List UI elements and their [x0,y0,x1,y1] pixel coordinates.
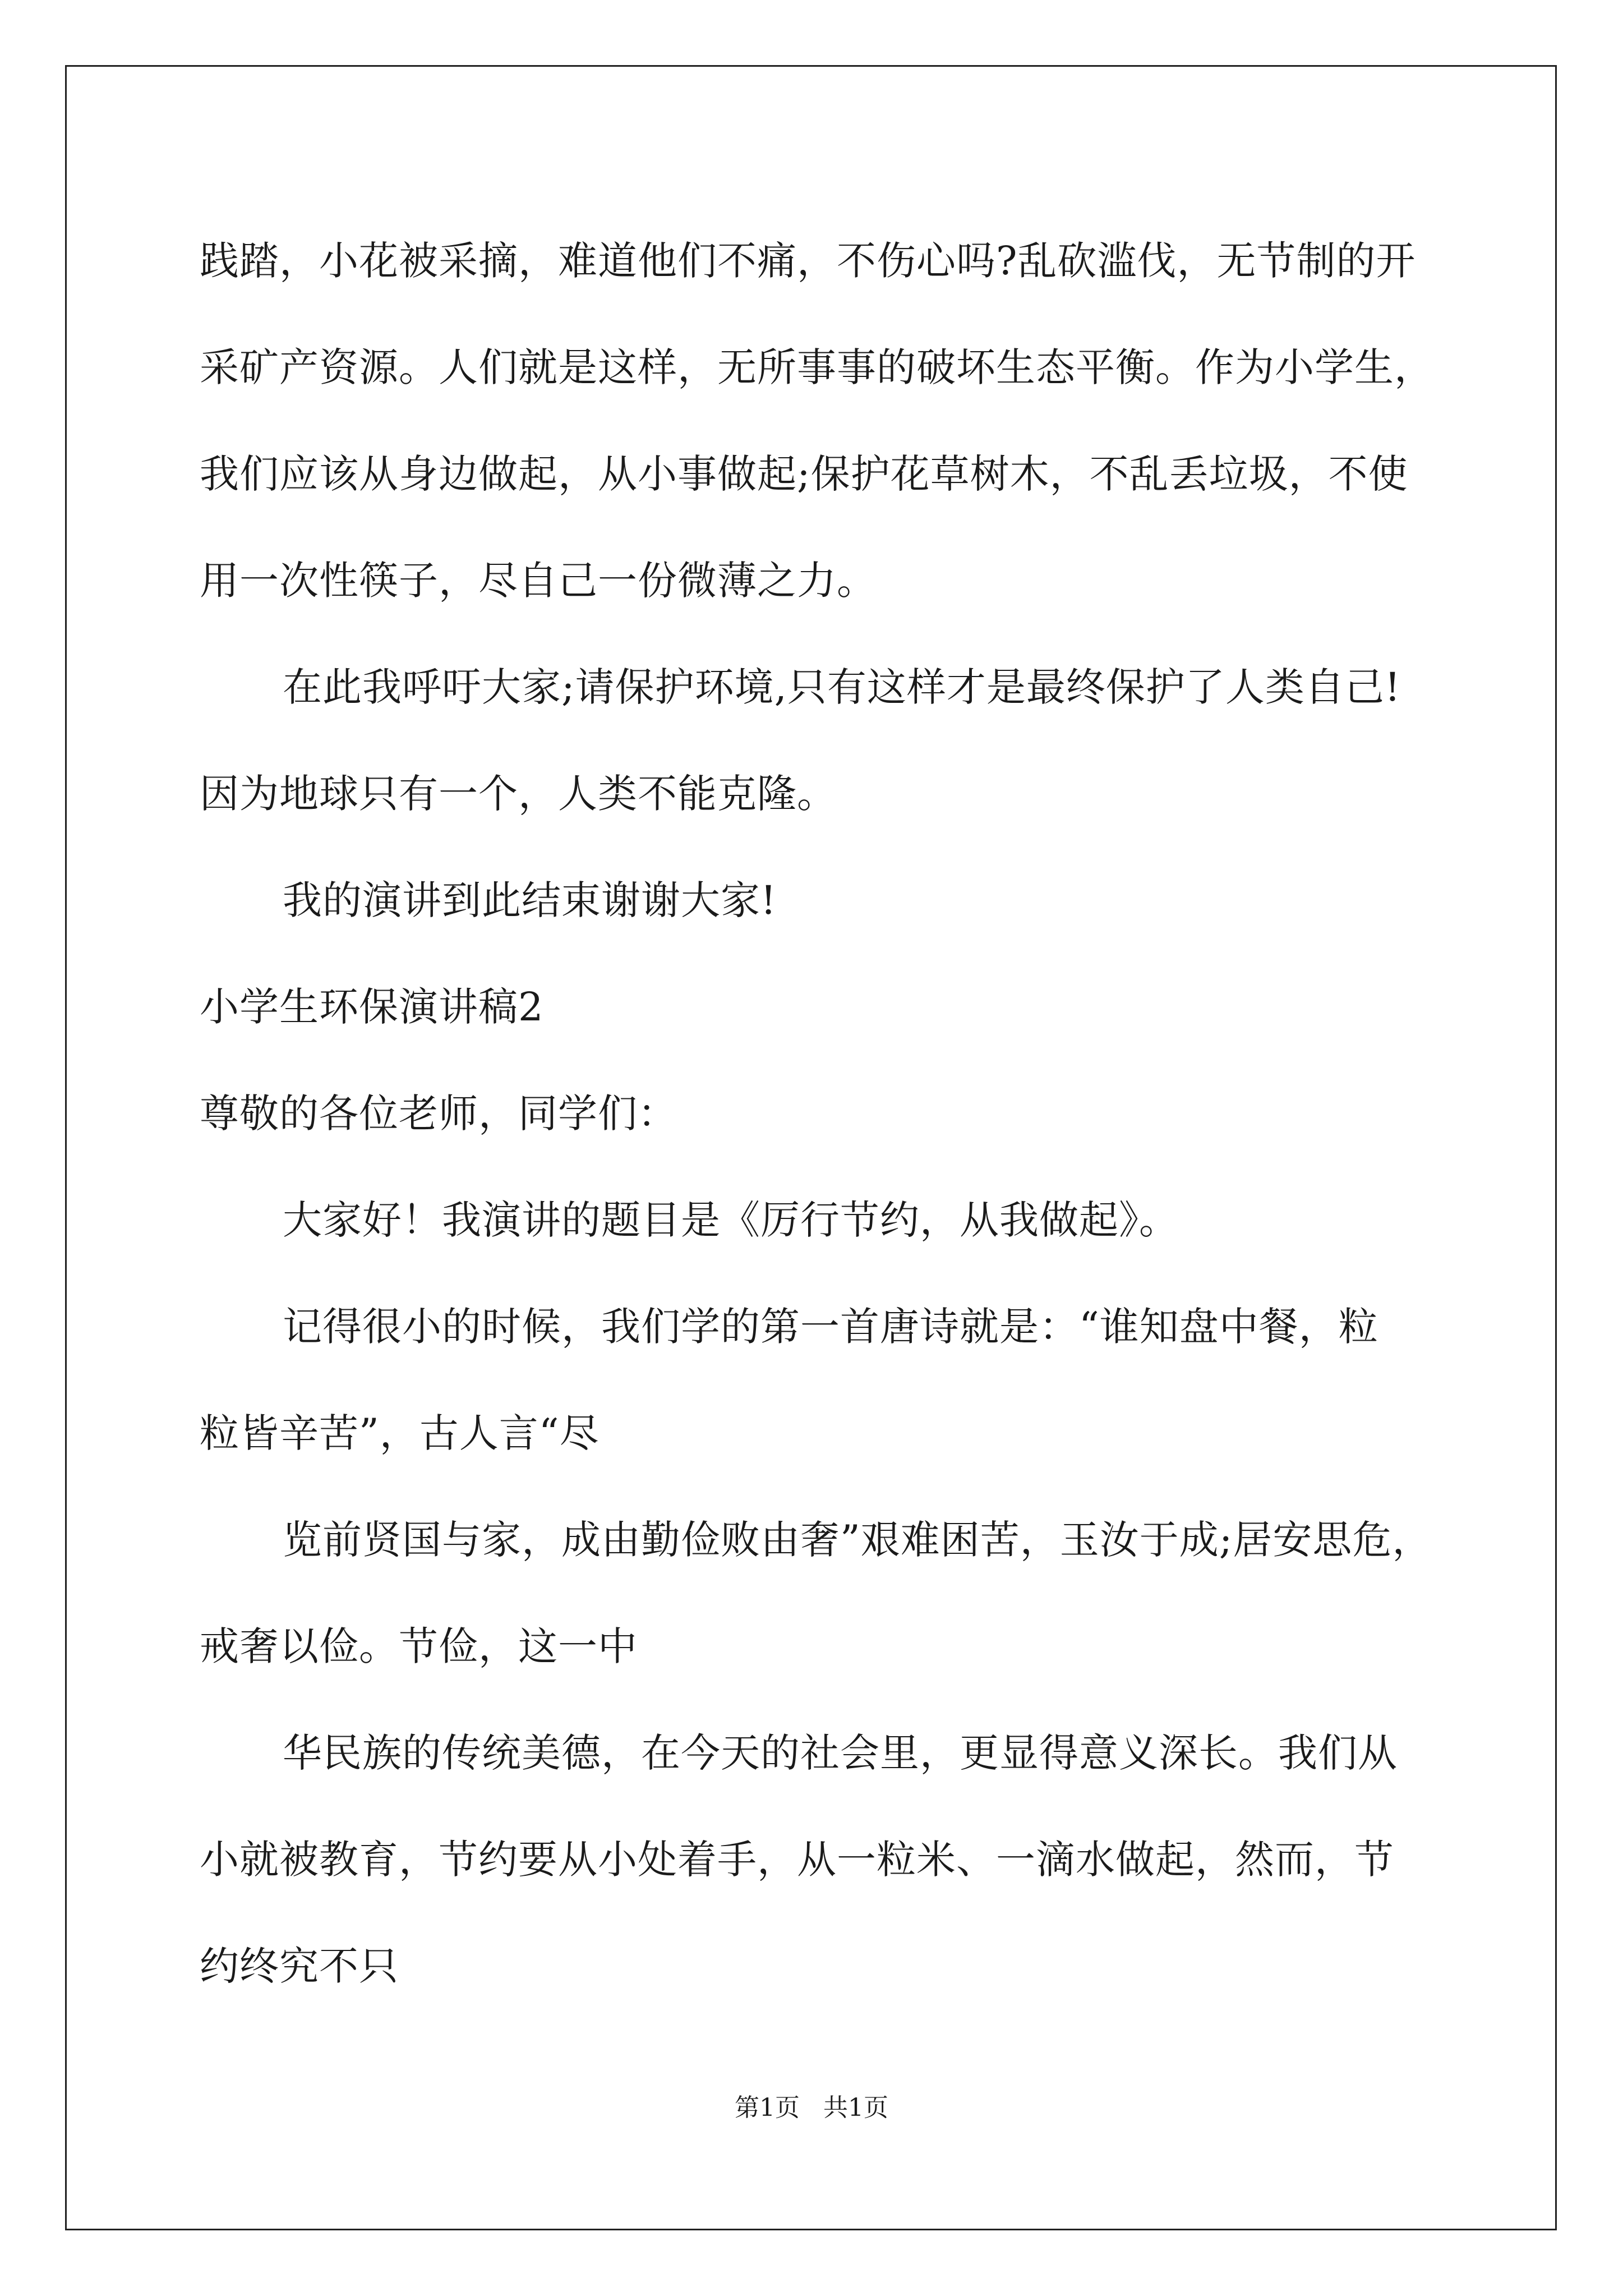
document-body [200,208,1433,2019]
text-line: 在此我呼吁大家;请保护环境,只有这样才是最终保护了人类自己! [283,664,1401,710]
text-line: 记得很小的时候，我们学的第一首唐诗就是：“谁知盘中餐，粒 [283,1304,1378,1350]
text-line: 采矿产资源。人们就是这样，无所事事的破坏生态平衡。作为小学生， [200,344,1434,390]
text-line: 用一次性筷子，尽自己一份微薄之力。 [200,558,877,604]
text-line: 践踏，小花被采摘，难道他们不痛，不伤心吗?乱砍滥伐，无节制的开 [200,238,1416,284]
section-title: 小学生环保演讲稿2 [200,984,544,1030]
text-line: 因为地球只有一个，人类不能克隆。 [200,771,837,817]
page-number-footer: 第1页 共1页 [735,2093,888,2122]
salutation: 尊敬的各位老师，同学们： [200,1091,677,1137]
text-line: 小就被教育，节约要从小处着手，从一粒米、一滴水做起，然而，节 [200,1837,1394,1883]
text-line: 粒皆辛苦”，古人言“尽 [200,1410,600,1456]
text-line: 大家好！我演讲的题目是《厉行节约，从我做起》。 [283,1197,1179,1243]
text-line: 览前贤国与家，成由勤俭败由奢”艰难困苦，玉汝于成;居安思危， [283,1517,1432,1563]
text-line: 我们应该从身边做起，从小事做起;保护花草树木，不乱丢垃圾，不使 [200,451,1408,497]
text-line: 华民族的传统美德，在今天的社会里，更显得意义深长。我们从 [283,1730,1398,1776]
text-line: 我的演讲到此结束谢谢大家! [283,877,777,923]
text-line: 约终究不只 [200,1943,399,1989]
text-line: 戒奢以俭。节俭，这一中 [200,1623,638,1669]
